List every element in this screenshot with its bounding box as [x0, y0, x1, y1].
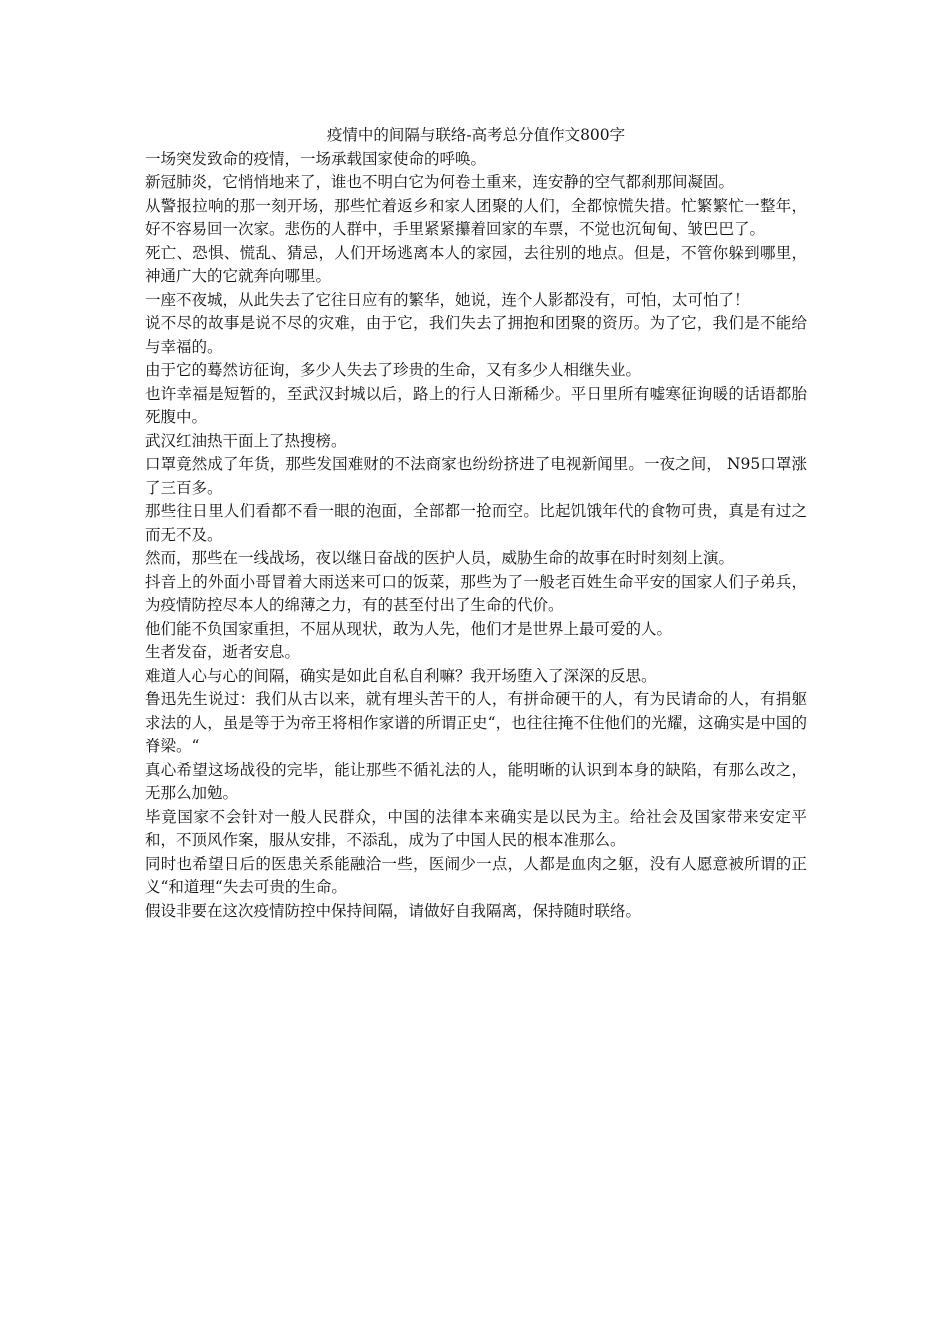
paragraph: 一场突发致命的疫情，一场承载国家使命的呼唤。 [145, 149, 487, 168]
paragraph: 新冠肺炎，它悄悄地来了，谁也不明白它为何卷土重来，连安静的空气都刹那间凝固。 [145, 173, 735, 191]
paragraph: 从警报拉响的那一刻开场，那些忙着返乡和家人团聚的人们，全都惊慌失措。忙繁繁忙一整年，好不容易回一次家。悲伤的人群中，手里紧紧攥着回家的车票，不觉也沉甸甸、皱巴巴了。 [145, 196, 807, 238]
paragraph: 抖音上的外面小哥冒着大雨送来可口的饭菜，那些为了一般老百姓生命平安的国家人们子弟兵，为疫情防控尽本人的绵薄之力，有的甚至付出了生命的代价。 [145, 572, 807, 614]
paragraph: 由于它的蓦然访征询，多少人失去了珍贵的生命，又有多少人相继失业。 [145, 361, 642, 379]
paragraph: 毕竟国家不会针对一般人民群众，中国的法律本来确实是以民为主。给社会及国家带来安定平和，不顶风作案，服从安排，不添乱，成为了中国人民的根本准那么。 [145, 807, 807, 849]
paragraph: 假设非要在这次疫情防控中保持间隔，请做好自我隔离，保持随时联络。 [145, 901, 642, 920]
paragraph: 真心希望这场战役的完毕，能让那些不循礼法的人，能明晰的认识到本身的缺陷，有那么改之，无那么加勉。 [145, 760, 807, 802]
document-title: 疫情中的间隔与联络-高考总分值作文800字 [326, 126, 626, 144]
paragraph: 难道人心与心的间隔，确实是如此自私自利嘛？我开场堕入了深深的反思。 [145, 666, 657, 685]
paragraph: 然而，那些在一线战场，夜以继日奋战的医护人员，威胁生命的故事在时时刻刻上演。 [145, 549, 735, 567]
paragraph: 一座不夜城，从此失去了它往日应有的繁华，她说，连个人影都没有，可怕，太可怕了！ [145, 290, 750, 309]
paragraph: 同时也希望日后的医患关系能融洽一些，医闹少一点，人都是血肉之躯，没有人愿意被所谓的正义“和道理“失去可贵的生命。 [145, 854, 807, 896]
paragraph: 也许幸福是短暂的，至武汉封城以后，路上的行人日渐稀少。平日里所有嘘寒征询暖的话语都胎死腹中。 [145, 384, 807, 426]
paragraph: 说不尽的故事是说不尽的灾难，由于它，我们失去了拥抱和团聚的资历。为了它，我们是不能给与幸福的。 [145, 314, 807, 356]
document-body [145, 124, 807, 923]
paragraph: 武汉红油热干面上了热搜榜。 [145, 431, 347, 450]
paragraph: 死亡、恐惧、慌乱、猜忌，人们开场逃离本人的家园，去往别的地点。但是，不管你躲到哪里，神通广大的它就奔向哪里。 [145, 243, 807, 285]
paragraph: 他们能不负国家重担，不屈从现状，敢为人先，他们才是世界上最可爱的人。 [145, 619, 673, 638]
paragraph: 生者发奋，逝者安息。 [145, 643, 301, 661]
paragraph: 那些往日里人们看都不看一眼的泡面，全部都一抢而空。比起饥饿年代的食物可贵，真是有过之而无不及。 [145, 502, 807, 544]
paragraph: 鲁迅先生说过：我们从古以来，就有埋头苦干的人，有拼命硬干的人，有为民请命的人，有捐躯求法的人，虽是等于为帝王将相作家谱的所谓正史“，也往往掩不住他们的光耀，这确实是中国的脊梁。“ [145, 690, 807, 755]
paragraph: 口罩竟然成了年货，那些发国难财的不法商家也纷纷挤进了电视新闻里。一夜之间， N95口罩涨了三百多。 [145, 455, 807, 497]
